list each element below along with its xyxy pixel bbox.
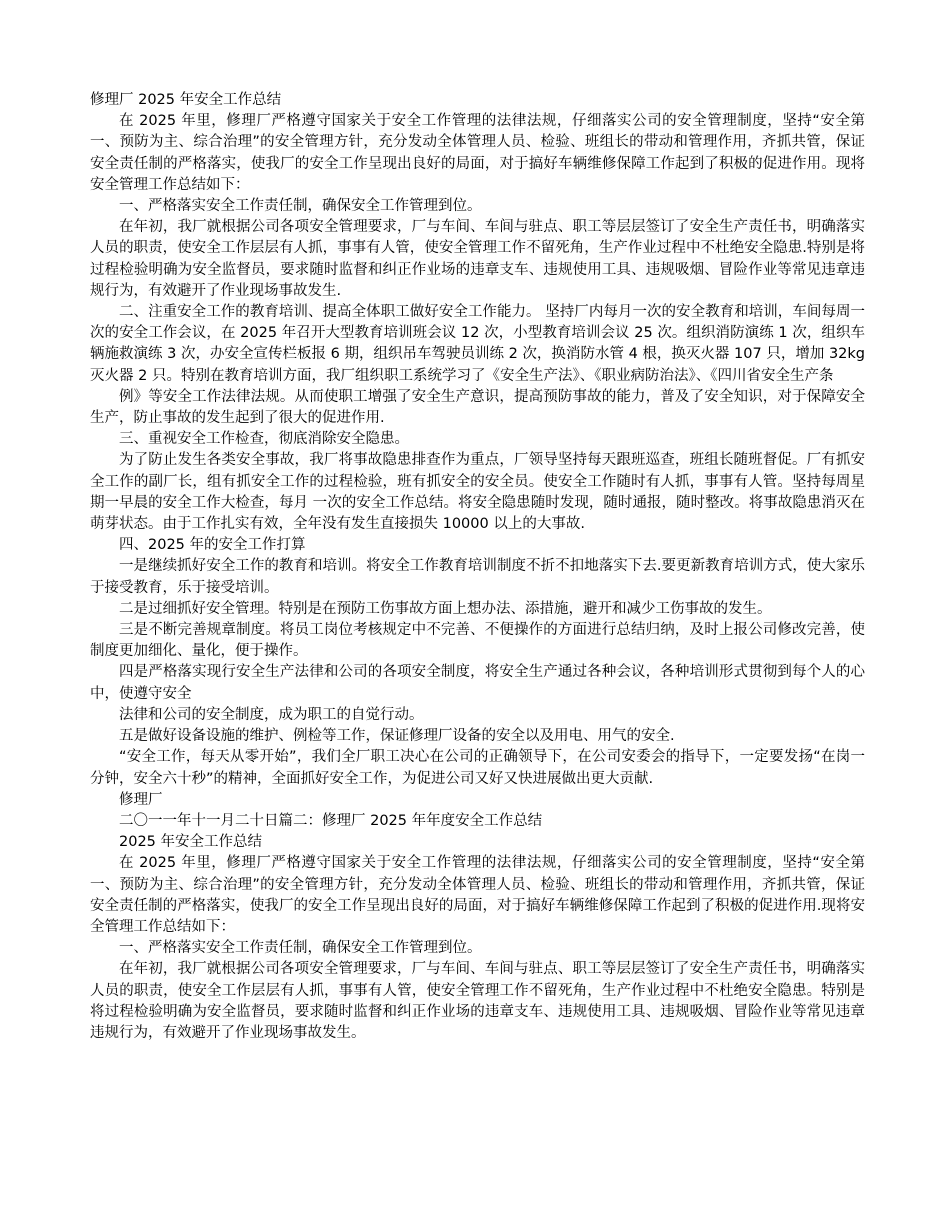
- section-heading: 一、严格落实安全工作责任制，确保安全工作管理到位。: [119, 198, 482, 215]
- paragraph: 法律和公司的安全制度，成为职工的自觉行动。: [119, 706, 424, 723]
- section-heading: 四、2025 年的安全工作打算: [119, 537, 306, 554]
- paragraph: 三是不断完善规章制度。将员工岗位考核规定中不完善、不便操作的方面进行总结归纳，及时上报公司修改完善，使制度更加细化、量化，便于操作。: [90, 622, 865, 660]
- paragraph: 在 2025 年里，修理厂严格遵守国家关于安全工作管理的法律法规，仔细落实公司的安全管理制度，坚持“安全第一、预防为主、综合治理”的安全管理方针，充分发动全体管理人员、检验、班组长的带动和管理作用，齐抓共管，保证安全责任制的严格落实，使我厂的安全工作呈现出良好的局面，对于搞好车辆维修保障工作起到了积极的促进作用。现将安全管理工作总结如下：: [90, 113, 865, 193]
- paragraph: 在年初，我厂就根据公司各项安全管理要求，厂与车间、车间与驻点、职工等层层签订了安全生产责任书，明确落实人员的职责，使安全工作层层有人抓，事事有人管，使安全管理工作不留死角，生产作业过程中不杜绝安全隐患。特别是将过程检验明确为安全监督员，要求随时监督和纠正作业场的违章支车、违规使用工具、违规吸烟、冒险作业等常见违章违规行为，有效避开了作业现场事故发生。: [90, 961, 865, 1041]
- document-title: 修理厂 2025 年安全工作总结: [90, 92, 282, 108]
- date-line: 二〇一一年十一月二十日篇二：修理厂 2025 年年度安全工作总结: [119, 812, 543, 829]
- section-heading: 一、严格落实安全工作责任制，确保安全工作管理到位。: [119, 940, 482, 957]
- paragraph: 一是继续抓好安全工作的教育和培训。将安全工作教育培训制度不折不扣地落实下去.要更新教育培训方式，使大家乐于接受教育，乐于接受培训。: [90, 558, 865, 596]
- document-page: [90, 90, 865, 1044]
- paragraph: 二是过细抓好安全管理。特别是在预防工伤事故方面上想办法、添措施，避开和减少工伤事故的发生。: [119, 600, 772, 617]
- section-heading: 二、注重安全工作的教育培训、提高全体职工做好安全工作能力。 坚持厂内每月一次的安全教育和培训，车间每周一次的安全工作会议，在 2025 年召开大型教育培训班会议 12 次，小型教育培训会议 25 次。组织消防演练 1 次，组织车辆施救演练 3 次，办安全宣传栏板报 6 期，组织吊车驾驶员训练 2 次，换消防水管 4 根，换灭火器 107 只，增加 32kg 灭火器 2 只。特别在教育培训方面，我厂组织职工系统学习了《安全生产法》、《职业病防治法》、《四川省安全生产条: [90, 304, 865, 384]
- signature-org: 修理厂: [119, 791, 163, 808]
- paragraph: “安全工作，每天从零开始”，我们全厂职工决心在公司的正确领导下，在公司安委会的指导下，一定要发扬“在岗一分钟，安全六十秒”的精神，全面抓好安全工作，为促进公司又好又快进展做出更大贡献.: [90, 749, 865, 787]
- paragraph: 在 2025 年里，修理厂严格遵守国家关于安全工作管理的法律法规，仔细落实公司的安全管理制度，坚持“安全第一、预防为主、综合治理”的安全管理方针，充分发动全体管理人员、检验、班组长的带动和管理作用，齐抓共管，保证安全责任制的严格落实，使我厂的安全工作呈现出良好的局面，对于搞好车辆维修保障工作起到了积极的促进作用.现将安全管理工作总结如下：: [90, 855, 865, 935]
- paragraph: 例》等安全工作法律法规。从而使职工增强了安全生产意识，提高预防事故的能力，普及了安全知识，对于保障安全生产，防止事故的发生起到了很大的促进作用.: [90, 388, 865, 427]
- section-title: 2025 年安全工作总结: [119, 834, 263, 851]
- paragraph: 四是严格落实现行安全生产法律和公司的各项安全制度，将安全生产通过各种会议，各种培训形式贯彻到每个人的心中，使遵守安全: [90, 664, 865, 702]
- paragraph: 为了防止发生各类安全事故，我厂将事故隐患排查作为重点，厂领导坚持每天跟班巡查，班组长随班督促。厂有抓安全工作的副厂长，组有抓安全工作的过程检验，班有抓安全的安全员。使安全工作随时有人抓，事事有人管。坚持每周星期一早晨的安全工作大检查，每月 一次的安全工作总结。将安全隐患随时发现，随时通报，随时整改。将事故隐患消灭在萌芽状态。由于工作扎实有效，全年没有发生直接损失 10000 以上的大事故.: [90, 452, 865, 533]
- paragraph: 在年初，我厂就根据公司各项安全管理要求，厂与车间、车间与驻点、职工等层层签订了安全生产责任书，明确落实人员的职责，使安全工作层层有人抓，事事有人管，使安全管理工作不留死角，生产作业过程中不杜绝安全隐患.特别是将过程检验明确为安全监督员，要求随时监督和纠正作业场的违章支车、违规使用工具、违规吸烟、冒险作业等常见违章违规行为，有效避开了作业现场事故发生.: [90, 219, 865, 299]
- section-heading: 三、重视安全工作检查，彻底消除安全隐患。: [119, 431, 409, 448]
- paragraph: 五是做好设备设施的维护、例检等工作，保证修理厂设备的安全以及用电、用气的安全.: [119, 728, 675, 745]
